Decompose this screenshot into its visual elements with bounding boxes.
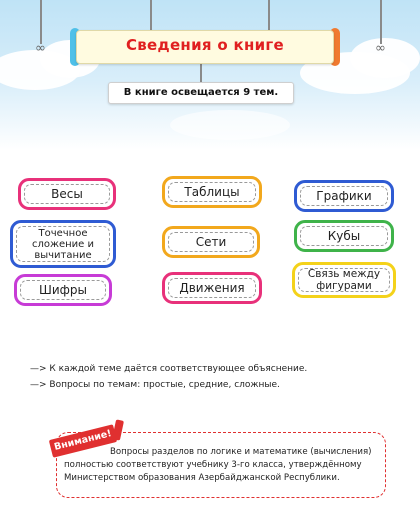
topic-label: Весы — [51, 187, 83, 201]
title-banner — [76, 30, 334, 64]
hanging-string — [268, 0, 270, 32]
cloud — [170, 110, 290, 140]
topic-cubes — [294, 220, 394, 252]
topic-label: Шифры — [39, 283, 87, 297]
warning-text: Вопросы разделов по логике и математике (вычисления) полностью соответствуют учебнику 3-го класса, утверждённому Министерством образования Азербайджанской Республики. — [64, 447, 372, 483]
topic-label: Сети — [195, 235, 227, 249]
topic-label: Связь между фигурами — [307, 268, 381, 292]
topic-scales — [18, 178, 116, 210]
topic-shape-relations — [292, 262, 396, 298]
warning-badge: Внимание! — [49, 424, 117, 457]
topic-label: Движения — [179, 281, 245, 295]
hanging-string — [40, 0, 42, 44]
topic-movements — [162, 272, 262, 304]
topic-dot-addition-subtraction — [10, 220, 116, 268]
topic-label: Точечное сложение и вычитание — [31, 227, 95, 261]
note-difficulty: —> Вопросы по темам: простые, средние, сложные. — [30, 380, 280, 390]
topic-ciphers — [14, 274, 112, 306]
page-title: Сведения о книге — [125, 36, 285, 54]
hanging-string — [150, 0, 152, 32]
topic-label: Кубы — [327, 229, 361, 243]
string-hook-icon: ∞ — [375, 41, 386, 56]
subtitle-box — [108, 82, 294, 104]
topic-networks — [162, 226, 260, 258]
topic-graphs — [294, 180, 394, 212]
note-explanations: —> К каждой теме даётся соответствующее объяснение. — [30, 364, 308, 374]
page-subtitle: В книге освещается 9 тем. — [123, 87, 279, 98]
string-hook-icon: ∞ — [35, 41, 46, 56]
topic-label: Таблицы — [184, 185, 240, 199]
hanging-string — [200, 64, 202, 82]
hanging-string — [380, 0, 382, 44]
topic-label: Графики — [316, 189, 372, 203]
topic-tables — [162, 176, 262, 208]
